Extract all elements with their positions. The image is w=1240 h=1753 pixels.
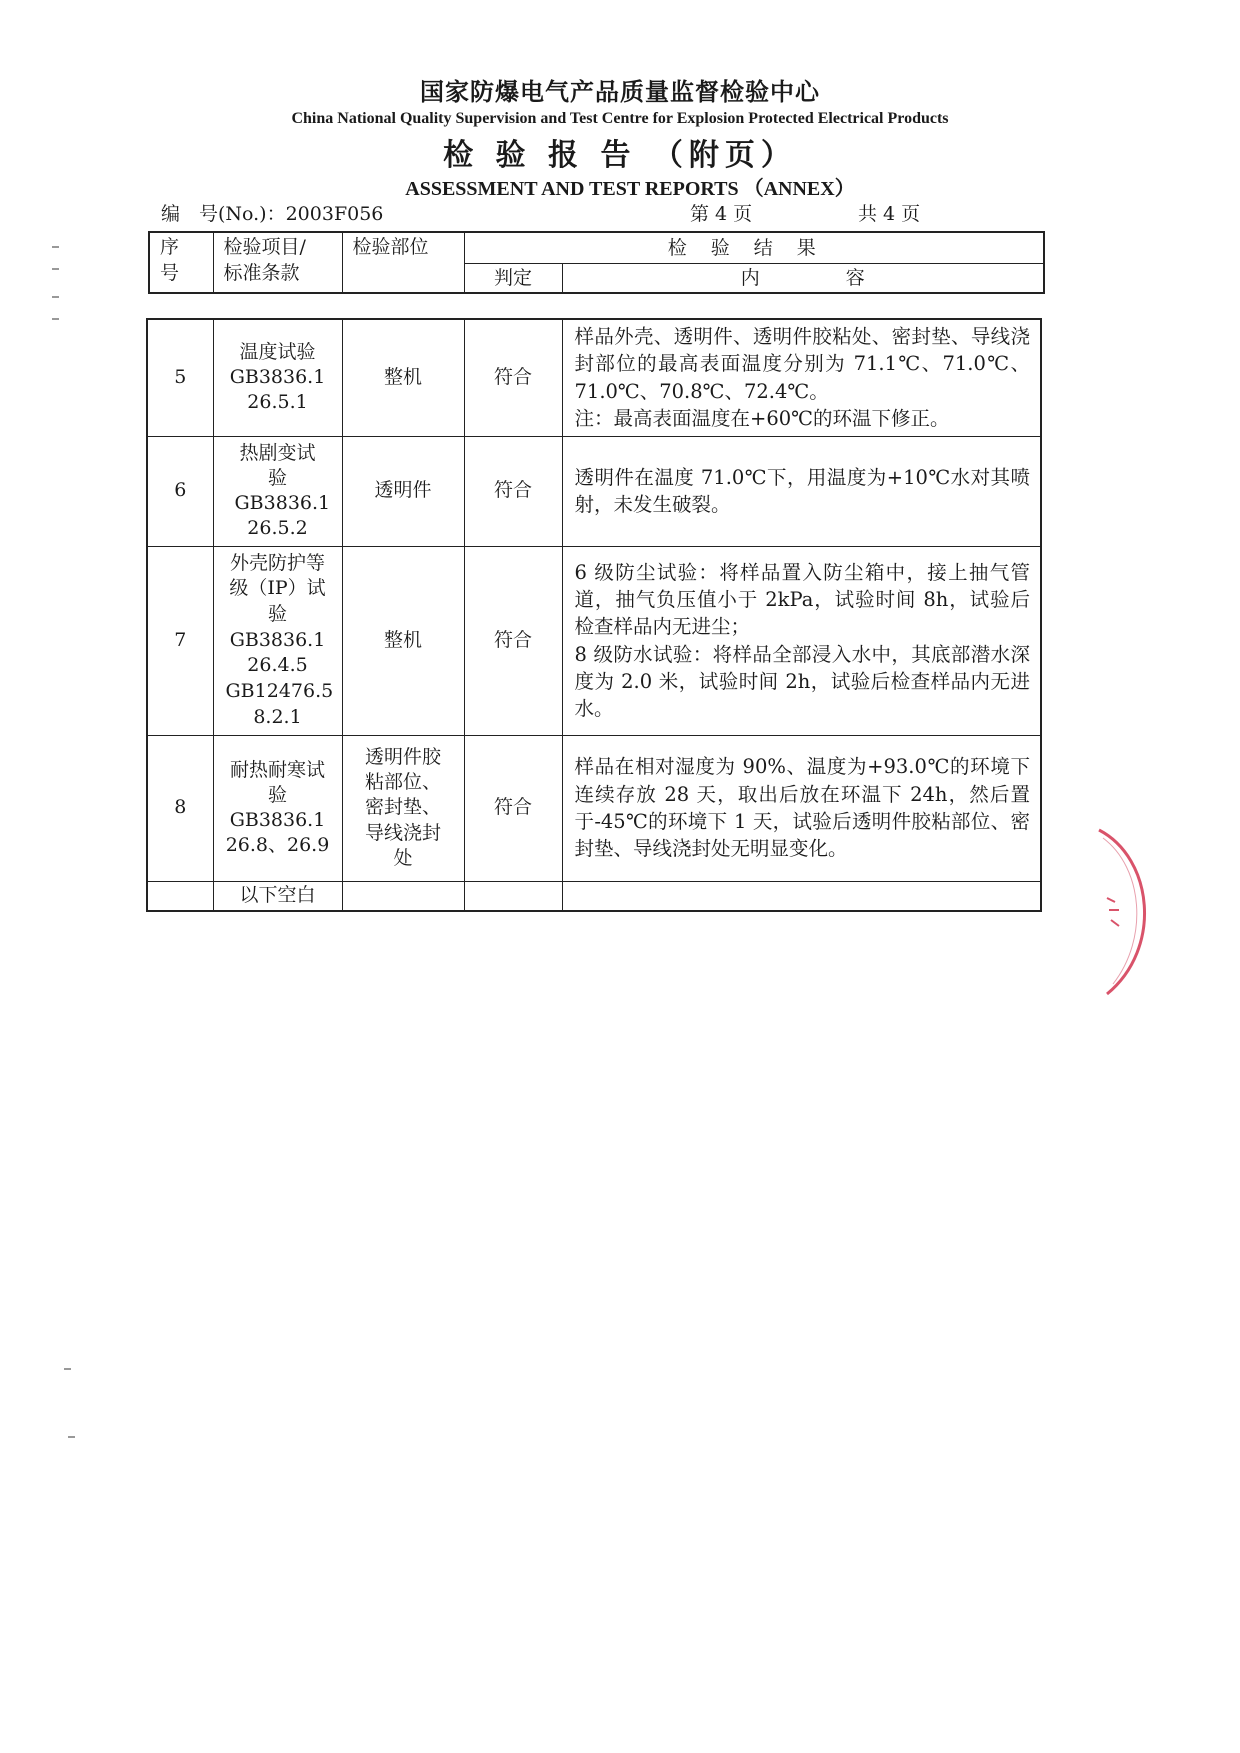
table-row-blank — [147, 881, 1041, 911]
table-row — [147, 436, 1041, 546]
row-content: 样品外壳、透明件、透明件胶粘处、密封垫、导线浇封部位的最高表面温度分别为 71.1℃、71.0℃、71.0℃、70.8℃、72.4℃。 注：最高表面温度在+60℃的环温下修正。 — [562, 319, 1041, 436]
header-results: 检验结果 — [464, 232, 1044, 264]
header-part: 检验部位 — [342, 232, 464, 293]
row-seq: 8 — [147, 735, 213, 881]
row-content: 透明件在温度 71.0℃下，用温度为+10℃水对其喷射，未发生破裂。 — [562, 436, 1041, 546]
row-seq: 6 — [147, 436, 213, 546]
row-part: 整机 — [342, 319, 464, 436]
header-content: 内 容 — [562, 264, 1044, 294]
organization-name-cn: 国家防爆电气产品质量监督检验中心 — [420, 77, 820, 106]
header-seq: 序号 — [149, 232, 213, 293]
row-item: 耐热耐寒试验 GB3836.1 26.8、26.9 — [213, 735, 342, 881]
row-part — [342, 881, 464, 911]
results-table-header — [148, 231, 1045, 294]
row-content — [562, 881, 1041, 911]
table-row — [147, 319, 1041, 436]
row-content: 6 级防尘试验：将样品置入防尘箱中，接上抽气管道，抽气负压值小于 2kPa，试验时间 8h，试验后检查样品内无进尘； 8 级防水试验：将样品全部浸入水中，其底部潜水深度为 2.0 米，试验时间 2h，试验后检查样品内无进水。 — [562, 546, 1041, 735]
scan-mark — [52, 268, 59, 270]
report-title-cn: 检 验 报 告 （附页） — [443, 138, 797, 173]
row-verdict: 符合 — [464, 319, 562, 436]
scan-mark — [52, 296, 59, 298]
row-seq: 5 — [147, 319, 213, 436]
organization-name-en: China National Quality Supervision and Test Centre for Explosion Protected Electrical Products — [291, 110, 949, 127]
scan-mark — [64, 1368, 71, 1370]
report-title-en: ASSESSMENT AND TEST REPORTS （ANNEX） — [405, 178, 855, 200]
row-seq: 7 — [147, 546, 213, 735]
total-pages: 共 4 页 — [858, 203, 921, 225]
official-seal-stamp — [1093, 828, 1189, 998]
row-verdict — [464, 881, 562, 911]
row-part: 整机 — [342, 546, 464, 735]
results-table — [146, 318, 1042, 912]
row-part: 透明件胶粘部位、密封垫、导线浇封处 — [342, 735, 464, 881]
row-verdict: 符合 — [464, 735, 562, 881]
row-part: 透明件 — [342, 436, 464, 546]
page-number: 第 4 页 — [690, 203, 753, 225]
row-seq — [147, 881, 213, 911]
row-item: 热剧变试验 GB3836.1 26.5.2 — [213, 436, 342, 546]
table-row — [147, 546, 1041, 735]
scan-mark — [52, 246, 59, 248]
row-item: 温度试验 GB3836.1 26.5.1 — [213, 319, 342, 436]
row-item: 外壳防护等级（IP）试验 GB3836.1 26.4.5 GB12476.5 8.2.1 — [213, 546, 342, 735]
scan-mark — [68, 1436, 75, 1438]
header-verdict: 判定 — [464, 264, 562, 294]
row-item-blank-note: 以下空白 — [213, 881, 342, 911]
report-number: 编 号(No.)：2003F056 — [161, 203, 384, 225]
row-content: 样品在相对湿度为 90%、温度为+93.0℃的环境下连续存放 28 天，取出后放在环温下 24h，然后置于-45℃的环境下 1 天，试验后透明件胶粘部位、密封垫、导线浇封处无明显变化。 — [562, 735, 1041, 881]
scan-mark — [52, 318, 59, 320]
row-verdict: 符合 — [464, 546, 562, 735]
row-verdict: 符合 — [464, 436, 562, 546]
header-item: 检验项目/标准条款 — [213, 232, 342, 293]
table-row — [147, 735, 1041, 881]
